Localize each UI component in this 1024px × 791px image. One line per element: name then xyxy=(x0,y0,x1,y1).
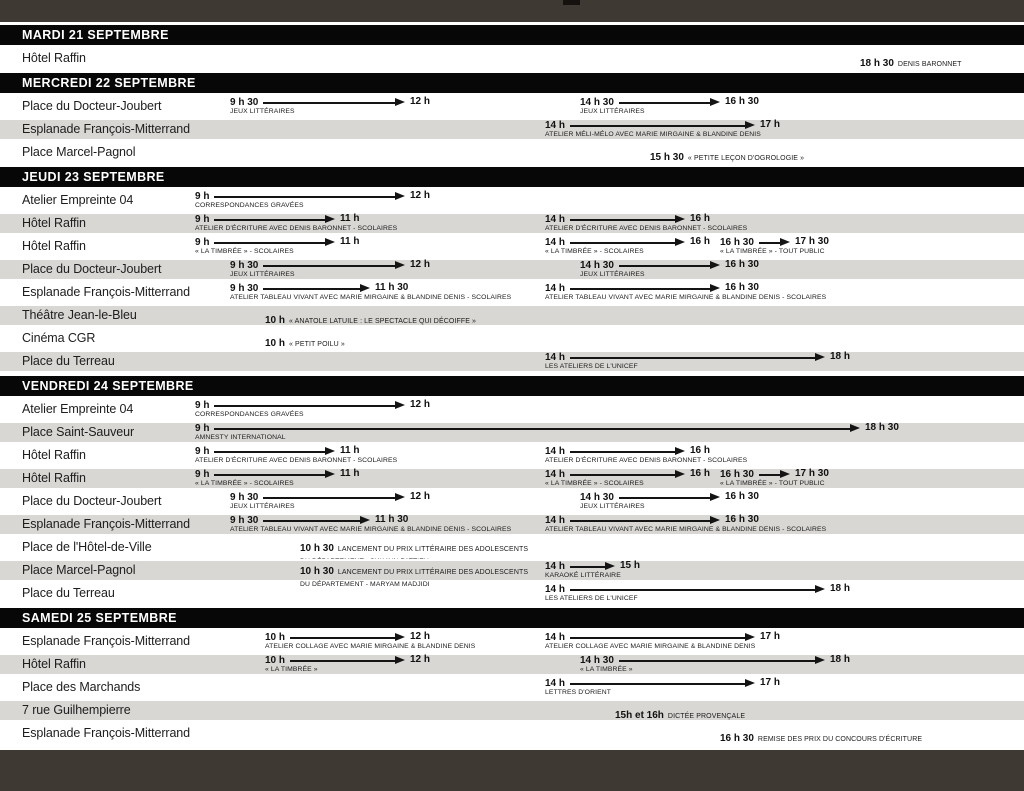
event-range xyxy=(545,677,781,696)
event-start-time: 9 h xyxy=(195,445,210,457)
event-range xyxy=(580,259,759,278)
arrow-right-icon xyxy=(619,102,710,104)
venue-row xyxy=(0,118,1024,141)
event-start-time: 14 h xyxy=(545,213,566,225)
arrow-right-icon xyxy=(214,451,325,453)
venue-label: Hôtel Raffin xyxy=(22,448,86,462)
event-description: ATELIER D'ÉCRITURE AVEC DENIS BARONNET - SCOLAIRES xyxy=(545,457,748,464)
event-start-time: 9 h xyxy=(195,190,210,202)
arrow-right-icon xyxy=(570,474,675,476)
event-range xyxy=(230,96,431,115)
arrow-right-icon xyxy=(570,589,815,591)
venue-label: Atelier Empreinte 04 xyxy=(22,402,134,416)
event-range xyxy=(265,631,476,650)
event-range xyxy=(230,282,512,301)
arrow-right-icon xyxy=(570,242,675,244)
venue-row xyxy=(0,281,1024,304)
event-end-time: 18 h xyxy=(830,351,851,362)
arrow-right-icon xyxy=(263,102,395,104)
event-end-time: 16 h 30 xyxy=(725,514,759,525)
arrow-right-icon xyxy=(570,683,745,685)
event-range xyxy=(580,654,851,673)
event-range xyxy=(195,190,431,209)
event-point xyxy=(265,333,345,351)
event-description: « LA TIMBRÉE » - SCOLAIRES xyxy=(195,480,294,487)
venue-label: Hôtel Raffin xyxy=(22,51,86,65)
event-range xyxy=(720,236,829,255)
event-range xyxy=(580,96,759,115)
event-description: CORRESPONDANCES GRAVÉES xyxy=(195,411,304,418)
event-end-time: 16 h xyxy=(690,236,711,247)
event-end-time: 12 h xyxy=(410,491,431,502)
event-description: LANCEMENT DU PRIX LITTÉRAIRE DES ADOLESCENTS xyxy=(337,569,529,576)
event-range xyxy=(545,213,748,232)
event-start-time: 16 h 30 xyxy=(720,733,754,744)
day-header: VENDREDI 24 SEPTEMBRE xyxy=(0,376,1024,396)
event-description: « ANATOLE LATUILE : LE SPECTACLE QUI DÉCOIFFE » xyxy=(289,318,477,325)
event-start-time: 14 h xyxy=(545,677,566,689)
event-range xyxy=(195,399,431,418)
event-end-time: 12 h xyxy=(410,399,431,410)
event-description: CORRESPONDANCES GRAVÉES xyxy=(195,202,304,209)
event-start-time: 9 h xyxy=(195,399,210,411)
event-description: « LA TIMBRÉE » xyxy=(265,666,318,673)
event-description: LES ATELIERS DE L'UNICEF xyxy=(545,363,638,370)
event-start-time: 9 h 30 xyxy=(230,259,259,271)
event-range xyxy=(195,445,398,464)
event-start-time: 14 h xyxy=(545,560,566,572)
event-start-time: 15 h 30 xyxy=(650,152,684,163)
event-description: ATELIER D'ÉCRITURE AVEC DENIS BARONNET - SCOLAIRES xyxy=(545,225,748,232)
arrow-right-icon xyxy=(570,288,710,290)
event-description: JEUX LITTÉRAIRES xyxy=(580,271,645,278)
venue-row xyxy=(0,467,1024,490)
event-range xyxy=(545,583,851,602)
top-band xyxy=(0,0,1024,22)
event-end-time: 16 h xyxy=(690,468,711,479)
event-description: ATELIER TABLEAU VIVANT AVEC MARIE MIRGAINE & BLANDINE DENIS - SCOLAIRES xyxy=(545,294,827,301)
event-start-time: 14 h 30 xyxy=(580,491,614,503)
venue-row xyxy=(0,653,1024,676)
venue-row xyxy=(0,95,1024,118)
event-end-time: 11 h xyxy=(340,236,360,247)
venue-row xyxy=(0,47,1024,70)
venue-row xyxy=(0,304,1024,327)
venue-label: Esplanade François-Mitterrand xyxy=(22,726,191,740)
event-point xyxy=(720,728,922,746)
event-start-time: 9 h xyxy=(195,213,210,225)
event-range xyxy=(545,119,781,138)
event-end-time: 12 h xyxy=(410,190,431,201)
arrow-right-icon xyxy=(570,219,675,221)
venue-label: Place du Terreau xyxy=(22,354,115,368)
event-range xyxy=(545,560,641,579)
event-description: « LA TIMBRÉE » - TOUT PUBLIC xyxy=(720,248,825,255)
venue-row xyxy=(0,676,1024,699)
event-description: « LA TIMBRÉE » - TOUT PUBLIC xyxy=(720,480,825,487)
event-end-time: 11 h 30 xyxy=(375,514,409,525)
venue-row xyxy=(0,630,1024,653)
venue-label: Esplanade François-Mitterrand xyxy=(22,285,191,299)
event-description: LETTRES D'ORIENT xyxy=(545,689,611,696)
venue-label: Place du Docteur-Joubert xyxy=(22,99,162,113)
venue-label: Hôtel Raffin xyxy=(22,216,86,230)
event-start-time: 9 h 30 xyxy=(230,514,259,526)
venue-row xyxy=(0,258,1024,281)
arrow-right-icon xyxy=(214,428,850,430)
event-description: LES ATELIERS DE L'UNICEF xyxy=(545,595,638,602)
event-range xyxy=(545,351,851,370)
event-start-time: 14 h 30 xyxy=(580,96,614,108)
event-end-time: 12 h xyxy=(410,631,431,642)
event-start-time: 10 h xyxy=(265,631,286,643)
event-description: ATELIER COLLAGE AVEC MARIE MIRGAINE & BLANDINE DENIS xyxy=(265,643,476,650)
venue-label: Atelier Empreinte 04 xyxy=(22,193,134,207)
venue-label: Hôtel Raffin xyxy=(22,239,86,253)
event-range xyxy=(545,468,711,487)
arrow-right-icon xyxy=(570,357,815,359)
event-description: « LA TIMBRÉE » - SCOLAIRES xyxy=(545,480,644,487)
event-range xyxy=(580,491,759,510)
venue-row xyxy=(0,582,1024,605)
event-description: « LA TIMBRÉE » - SCOLAIRES xyxy=(545,248,644,255)
event-description: DENIS BARONNET xyxy=(897,61,962,68)
venue-label: Hôtel Raffin xyxy=(22,471,86,485)
event-point xyxy=(650,147,804,165)
venue-label: Place du Docteur-Joubert xyxy=(22,494,162,508)
event-range xyxy=(265,654,431,673)
event-point xyxy=(265,310,476,328)
event-description: ATELIER TABLEAU VIVANT AVEC MARIE MIRGAINE & BLANDINE DENIS - SCOLAIRES xyxy=(230,526,512,533)
event-end-time: 18 h xyxy=(830,654,851,665)
event-start-time: 14 h xyxy=(545,583,566,595)
event-range xyxy=(545,282,827,301)
event-end-time: 11 h xyxy=(340,468,360,479)
venue-label: Cinéma CGR xyxy=(22,331,96,345)
arrow-right-icon xyxy=(570,637,745,639)
event-start-time: 14 h xyxy=(545,351,566,363)
event-range xyxy=(545,236,711,255)
event-start-time: 9 h xyxy=(195,422,210,434)
arrow-right-icon xyxy=(214,196,395,198)
venue-row xyxy=(0,189,1024,212)
venue-row xyxy=(0,421,1024,444)
event-start-time: 18 h 30 xyxy=(860,58,894,69)
venue-label: Place du Docteur-Joubert xyxy=(22,262,162,276)
event-end-time: 11 h xyxy=(340,445,360,456)
event-start-time: 10 h xyxy=(265,654,286,666)
event-description: AMNESTY INTERNATIONAL xyxy=(195,434,286,441)
event-end-time: 11 h 30 xyxy=(375,282,409,293)
event-description-line2: DU DÉPARTEMENT - MARYAM MADJIDI xyxy=(300,581,430,588)
venue-row xyxy=(0,350,1024,373)
event-description: JEUX LITTÉRAIRES xyxy=(230,503,295,510)
event-description: « LA TIMBRÉE » xyxy=(580,666,633,673)
event-description: JEUX LITTÉRAIRES xyxy=(580,503,645,510)
event-end-time: 17 h 30 xyxy=(795,236,829,247)
event-start-time: 16 h 30 xyxy=(720,468,754,480)
event-start-time: 10 h xyxy=(265,315,286,326)
venue-row xyxy=(0,722,1024,745)
event-start-time: 9 h xyxy=(195,236,210,248)
venue-row xyxy=(0,327,1024,350)
event-start-time: 14 h xyxy=(545,468,566,480)
event-start-time: 9 h xyxy=(195,468,210,480)
event-description: JEUX LITTÉRAIRES xyxy=(230,271,295,278)
event-end-time: 18 h xyxy=(830,583,851,594)
event-point xyxy=(860,53,962,71)
event-description: « PETITE LEÇON D'OGROLOGIE » xyxy=(687,155,805,162)
event-end-time: 17 h 30 xyxy=(795,468,829,479)
event-range xyxy=(195,468,360,487)
event-description: « PETIT POILU » xyxy=(289,341,345,348)
event-description: JEUX LITTÉRAIRES xyxy=(230,108,295,115)
event-range xyxy=(545,631,781,650)
arrow-right-icon xyxy=(759,474,780,476)
event-start-time: 14 h xyxy=(545,514,566,526)
event-start-time: 14 h 30 xyxy=(580,654,614,666)
event-start-time: 10 h 30 xyxy=(300,543,334,554)
venue-label: Esplanade François-Mitterrand xyxy=(22,634,191,648)
event-description: JEUX LITTÉRAIRES xyxy=(580,108,645,115)
event-description: ATELIER TABLEAU VIVANT AVEC MARIE MIRGAINE & BLANDINE DENIS - SCOLAIRES xyxy=(545,526,827,533)
event-end-time: 16 h xyxy=(690,213,711,224)
arrow-right-icon xyxy=(290,637,395,639)
venue-label: Esplanade François-Mitterrand xyxy=(22,517,191,531)
day-header: JEUDI 23 SEPTEMBRE xyxy=(0,167,1024,187)
event-start-time: 14 h xyxy=(545,631,566,643)
venue-label: Place des Marchands xyxy=(22,680,141,694)
arrow-right-icon xyxy=(570,451,675,453)
event-start-time: 14 h xyxy=(545,236,566,248)
event-range xyxy=(230,259,431,278)
venue-row xyxy=(0,398,1024,421)
arrow-right-icon xyxy=(263,497,395,499)
venue-label: Esplanade François-Mitterrand xyxy=(22,122,191,136)
event-description: ATELIER MÉLI-MÉLO AVEC MARIE MIRGAINE & BLANDINE DENIS xyxy=(545,131,761,138)
arrow-right-icon xyxy=(290,660,395,662)
event-description: LANCEMENT DU PRIX LITTÉRAIRE DES ADOLESCENTS xyxy=(337,546,529,553)
event-start-time: 14 h xyxy=(545,119,566,131)
event-description: DICTÉE PROVENÇALE xyxy=(667,713,746,720)
event-end-time: 16 h 30 xyxy=(725,259,759,270)
venue-row xyxy=(0,141,1024,164)
top-edge-mark xyxy=(563,0,580,5)
event-description: « LA TIMBRÉE » - SCOLAIRES xyxy=(195,248,294,255)
arrow-right-icon xyxy=(263,520,360,522)
event-start-time: 9 h 30 xyxy=(230,282,259,294)
arrow-right-icon xyxy=(214,219,325,221)
venue-label: Place Marcel-Pagnol xyxy=(22,145,136,159)
event-end-time: 18 h 30 xyxy=(865,422,899,433)
event-start-time: 10 h 30 xyxy=(300,566,334,577)
event-range xyxy=(195,213,398,232)
venue-row xyxy=(0,444,1024,467)
event-end-time: 12 h xyxy=(410,259,431,270)
event-start-time: 14 h xyxy=(545,282,566,294)
event-end-time: 11 h xyxy=(340,213,360,224)
event-start-time: 16 h 30 xyxy=(720,236,754,248)
event-description: KARAOKÉ LITTÉRAIRE xyxy=(545,572,621,579)
venue-row xyxy=(0,513,1024,536)
venue-label: 7 rue Guilhempierre xyxy=(22,703,131,717)
arrow-right-icon xyxy=(263,288,360,290)
venue-label: Hôtel Raffin xyxy=(22,657,86,671)
arrow-right-icon xyxy=(759,242,780,244)
event-description: ATELIER D'ÉCRITURE AVEC DENIS BARONNET - SCOLAIRES xyxy=(195,457,398,464)
event-end-time: 12 h xyxy=(410,96,431,107)
venue-label: Place du Terreau xyxy=(22,586,115,600)
event-end-time: 16 h 30 xyxy=(725,282,759,293)
event-range xyxy=(195,422,899,441)
venue-row xyxy=(0,699,1024,722)
arrow-right-icon xyxy=(214,242,325,244)
arrow-right-icon xyxy=(570,566,605,568)
day-header: MARDI 21 SEPTEMBRE xyxy=(0,25,1024,45)
event-start-time: 10 h xyxy=(265,338,286,349)
event-start-time: 14 h xyxy=(545,445,566,457)
event-end-time: 17 h xyxy=(760,119,781,130)
event-end-time: 16 h xyxy=(690,445,711,456)
bottom-band xyxy=(0,750,1024,791)
event-range xyxy=(230,491,431,510)
event-start-time: 9 h 30 xyxy=(230,491,259,503)
venue-label: Place Marcel-Pagnol xyxy=(22,563,136,577)
event-start-time: 9 h 30 xyxy=(230,96,259,108)
venue-label: Théâtre Jean-le-Bleu xyxy=(22,308,137,322)
venue-row xyxy=(0,559,1024,588)
event-end-time: 17 h xyxy=(760,677,781,688)
day-header: MERCREDI 22 SEPTEMBRE xyxy=(0,73,1024,93)
event-range xyxy=(720,468,829,487)
arrow-right-icon xyxy=(263,265,395,267)
event-range xyxy=(230,514,512,533)
venue-label: Place Saint-Sauveur xyxy=(22,425,135,439)
event-description: ATELIER COLLAGE AVEC MARIE MIRGAINE & BLANDINE DENIS xyxy=(545,643,756,650)
venue-row xyxy=(0,235,1024,258)
event-description: REMISE DES PRIX DU CONCOURS D'ÉCRITURE xyxy=(757,736,923,743)
arrow-right-icon xyxy=(619,660,815,662)
venue-row xyxy=(0,536,1024,559)
arrow-right-icon xyxy=(570,125,745,127)
event-end-time: 16 h 30 xyxy=(725,96,759,107)
event-start-time: 15h et 16h xyxy=(615,710,664,721)
event-range xyxy=(195,236,360,255)
venue-row xyxy=(0,490,1024,513)
event-point xyxy=(615,705,745,723)
schedule xyxy=(0,22,1024,745)
event-description: ATELIER D'ÉCRITURE AVEC DENIS BARONNET - SCOLAIRES xyxy=(195,225,398,232)
event-end-time: 17 h xyxy=(760,631,781,642)
arrow-right-icon xyxy=(570,520,710,522)
arrow-right-icon xyxy=(214,474,325,476)
event-end-time: 12 h xyxy=(410,654,431,665)
arrow-right-icon xyxy=(619,265,710,267)
arrow-right-icon xyxy=(619,497,710,499)
arrow-right-icon xyxy=(214,405,395,407)
venue-label: Place de l'Hôtel-de-Ville xyxy=(22,540,152,554)
event-description: ATELIER TABLEAU VIVANT AVEC MARIE MIRGAINE & BLANDINE DENIS - SCOLAIRES xyxy=(230,294,512,301)
event-end-time: 16 h 30 xyxy=(725,491,759,502)
venue-row xyxy=(0,212,1024,235)
event-end-time: 15 h xyxy=(620,560,641,571)
event-range xyxy=(545,445,748,464)
event-start-time: 14 h 30 xyxy=(580,259,614,271)
day-header: SAMEDI 25 SEPTEMBRE xyxy=(0,608,1024,628)
event-range xyxy=(545,514,827,533)
